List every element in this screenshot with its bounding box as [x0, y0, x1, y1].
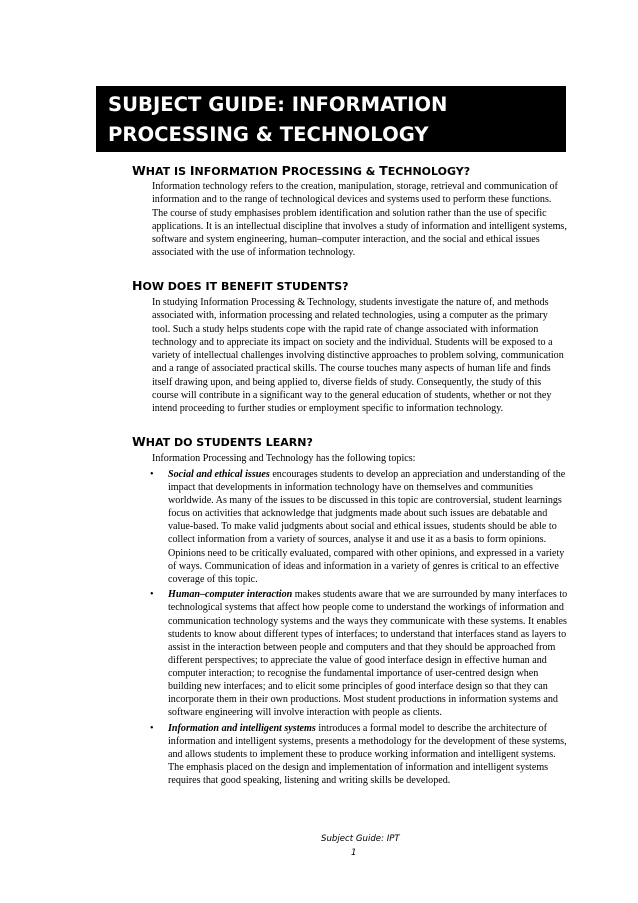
bullet-icon: •	[150, 469, 154, 480]
page-title-line-2: PROCESSING & TECHNOLOGY	[108, 123, 429, 146]
list-item: • Social and ethical issues encourages students to develop an appreciation and understanding of the impact that developments in information technology have on themselves and communities worldwide. As many of the issues to be discussed in this topic are controversial, student learnings focus on activities that acknowledge that judgments made about such issues are debatable and value-based. To make valid judgments about social and ethical issues, students should be able to collect information from a variety of sources, analyse it and use it as a basis to form opinions. Opinions need to be critically evaluated, compared with other opinions, and expressed in a variety of ways. Communication of ideas and information in a variety of genres is critical to an effective coverage of this topic.	[150, 469, 566, 585]
section-intro-learn: Information Processing and Technology has the following topics:	[152, 453, 416, 464]
topics-list	[150, 468, 570, 790]
section-heading-learn: WHAT DO STUDENTS LEARN?	[132, 434, 313, 449]
section-body-benefit: In studying Information Processing & Technology, students investigate the nature of, and methods associated with, information processing and related technologies, using a computer as the primary tool. Such a study helps students cope with the rapid rate of change associated with information technology and to appreciate its impact on society and the individual. Students will be exposed to a variety of intellectual challenges involving distinctive approaches to problem solving, communication and a range of associated practical skills. The course touches many aspects of human life and finds itself drawing upon, and being applied to, diverse fields of study. Consequently, the study of this course will contribute in a significant way to the general education of students, whether or not they intend proceeding to further studies or employment specific to information technology.	[152, 297, 564, 415]
bullet-icon: •	[150, 722, 154, 734]
list-item: • Human–computer interaction makes students aware that we are surrounded by many interfaces to technological systems that affect how people come to understand the workings of information and communication technology systems and the ways they communicate with these systems. It enables students to know about different types of interfaces; to understand that interfaces stand as layers to assist in the interaction between people and computers and that they should be approached from different perspectives; to appreciate the value of good interface design in effective human and computer interaction; to recognise the fundamental importance of user-centred design when building new interfaces; and to elicit some principles of good interface design so that they can incorporate them in their own productions. Most student productions in information systems and software engineering will involve interaction with people as clients.	[150, 589, 568, 719]
page-number: 1	[351, 848, 357, 858]
section-body-what-is-ipt: Information technology refers to the creation, manipulation, storage, retrieval and communication of information and to the range of technological devices and systems used to perform these functions. The course of study emphasises problem identification and solution rather than the use of specific applications. It is an intellectual discipline that involves a study of information and intelligent systems, software and system engineering, human–computer interaction, and the social and ethical issues associated with the use of information technology.	[152, 181, 567, 259]
footer-title: Subject Guide: IPT	[321, 834, 400, 844]
bullet-icon: •	[150, 589, 154, 601]
page-title-line-1: SUBJECT GUIDE: INFORMATION	[108, 93, 448, 116]
title-banner	[96, 86, 566, 152]
section-heading-what-is-ipt: WHAT IS INFORMATION PROCESSING & TECHNOLOGY?	[132, 163, 471, 178]
section-heading-benefit: HOW DOES IT BENEFIT STUDENTS?	[132, 278, 349, 293]
list-item: • Information and intelligent systems introduces a formal model to describe the architecture of information and intelligent systems, presents a methodology for the development of these systems, and allows students to implement these to produce working information and intelligent systems. The emphasis placed on the design and implementation of information and intelligent systems requires that good speaking, listening and writing skills be developed.	[150, 722, 567, 787]
